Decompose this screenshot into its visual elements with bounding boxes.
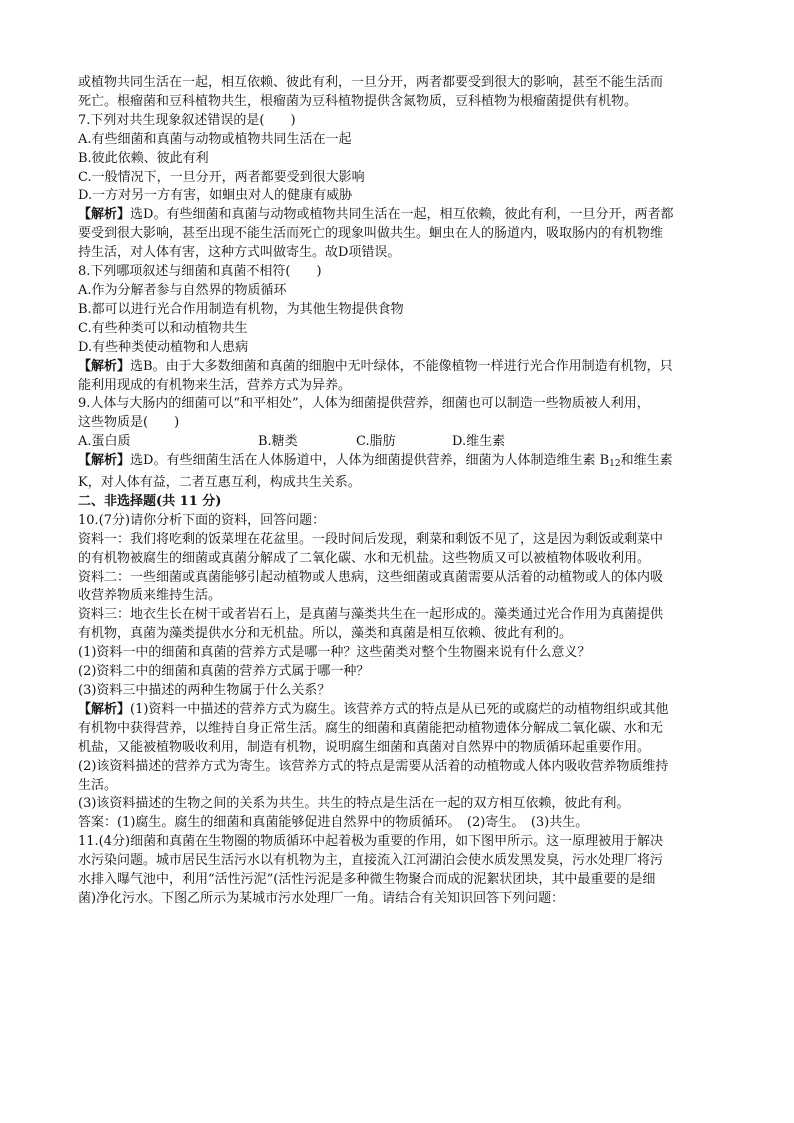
analysis-line: 持生活，对人体有害，这种方式叫做寄生。故D项错误。: [78, 245, 401, 261]
question-stem: 7.下列对共生现象叙述错误的是( ): [78, 112, 296, 128]
analysis-line: [78, 701, 720, 720]
analysis-line: [78, 452, 720, 474]
text-line: 死亡。根瘤菌和豆科植物共生，根瘤菌为豆科植物提供含氮物质，豆科植物为根瘤菌提供有机物。: [78, 93, 638, 109]
material-line: 资料二：一些细菌或真菌能够引起动植物或人患病，这些细菌或真菌需要从活着的动植物或人的体内吸: [78, 569, 664, 585]
analysis-line: 机盐，又能被植物吸收利用，制造有机物，说明腐生细菌和真菌对自然界中的物质循环起重要作用。: [78, 739, 651, 755]
analysis-tag: 【解析】: [78, 701, 131, 717]
material-line: 资料一：我们将吃剩的饭菜埋在花盆里。一段时间后发现，剩菜和剩饭不见了，这是因为剩饭或剩菜中: [78, 531, 664, 547]
analysis-line: 要受到很大影响，甚至出现不能生活而死亡的现象叫做共生。蛔虫在人的肠道内，吸取肠内的有机物维: [78, 226, 664, 242]
analysis-line: K，对人体有益，二者互惠互利，构成共生关系。: [78, 475, 361, 491]
option-a: A.蛋白质: [78, 434, 131, 450]
subscript: 12: [609, 459, 621, 470]
question-11: [78, 833, 720, 909]
analysis-text: 选D。有些细菌生活在人体肠道中，人体为细菌提供营养，细菌为人体制造维生素 B: [130, 453, 610, 469]
analysis-tag: 【解析】: [78, 207, 131, 223]
option-b: B.糖类: [258, 434, 298, 450]
option-c: C.脂肪: [356, 434, 396, 450]
material-line: 资料三：地衣生长在树干或者岩石上，是真菌与藻类共生在一起形成的。藻类通过光合作用为真菌提供: [78, 607, 664, 623]
answer-line: 答案：(1)腐生。腐生的细菌和真菌能够促进自然界中的物质循环。 (2)寄生。 (3)共生。: [78, 815, 589, 831]
analysis-line: [78, 206, 720, 225]
option-d: D.一方对另一方有害，如蛔虫对人的健康有威胁: [78, 188, 353, 204]
question-9: [78, 395, 720, 493]
option-c: C.一般情况下，一旦分开，两者都要受到很大影响: [78, 169, 365, 185]
analysis-text: 选B。由于大多数细菌和真菌的细胞中无叶绿体，不能像植物一样进行光合作用制造有机物，只: [130, 358, 673, 374]
question-7: [78, 112, 720, 263]
text-line: 或植物共同生活在一起，相互依赖、彼此有利，一旦分开，两者都要受到很大的影响，甚至不能生活而: [78, 75, 664, 90]
material-line: 的有机物被腐生的细菌或真菌分解成了二氧化碳、水和无机盐。这些物质又可以被植物体吸收利用。: [78, 550, 651, 566]
option-a: A.有些细菌和真菌与动物或植物共同生活在一起: [78, 131, 352, 147]
analysis-line: (3)该资料描述的生物之间的关系为共生。共生的特点是生活在一起的双方相互依赖，彼此有利。: [78, 796, 630, 812]
question-stem: 10.(7分)请你分析下面的资料，回答问题：: [78, 512, 326, 528]
question-stem: 8.下列哪项叙述与细菌和真菌不相符( ): [78, 264, 322, 280]
analysis-text: 选D。有些细菌和真菌与动物或植物共同生活在一起，相互依赖，彼此有利，一旦分开，两者都: [130, 207, 674, 223]
analysis-line: [78, 358, 720, 377]
analysis-line: 生活。: [78, 777, 118, 793]
option-a: A.作为分解者参与自然界的物质循环: [78, 282, 287, 298]
question-stem: 这些物质是( ): [78, 415, 180, 431]
analysis-line: 有机物中获得营养，以维持自身正常生活。腐生的细菌和真菌能把动植物遗体分解成二氧化碳、水和无: [78, 720, 664, 736]
option-b: B.都可以进行光合作用制造有机物，为其他生物提供食物: [78, 301, 404, 317]
sub-question: (1)资料一中的细菌和真菌的营养方式是哪一种？这些菌类对整个生物圈来说有什么意义？: [78, 645, 591, 661]
sub-question: (2)资料二中的细菌和真菌的营养方式属于哪一种？: [78, 664, 370, 680]
option-b: B.彼此依赖、彼此有利: [78, 150, 209, 166]
question-stem: 菌)净化污水。下图乙所示为某城市污水处理厂一角。请结合有关知识回答下列问题：: [78, 890, 565, 906]
analysis-tag: 【解析】: [78, 453, 131, 469]
question-10: [78, 512, 720, 833]
sub-question: (3)资料三中描述的两种生物属于什么关系？: [78, 683, 331, 698]
analysis-tag: 【解析】: [78, 358, 131, 374]
question-8: [78, 263, 720, 395]
intro-paragraph: [78, 74, 720, 112]
question-stem: 11.(4分)细菌和真菌在生物圈的物质循环中起着极为重要的作用，如下图甲所示。这一原理被用于解决: [78, 834, 664, 850]
material-line: 有机物，真菌为藻类提供水分和无机盐。所以，藻类和真菌是相互依赖、彼此有利的。: [78, 626, 573, 642]
option-c: C.有些种类可以和动植物共生: [78, 320, 248, 336]
analysis-line: (2)该资料描述的营养方式为寄生。该营养方式的特点是需要从活着的动植物或人体内吸收营养物质维持: [78, 758, 669, 774]
options-row: [78, 433, 720, 452]
section-title: 二、非选择题(共 11 分): [78, 493, 222, 509]
analysis-line: 能利用现成的有机物来生活，营养方式为异养。: [78, 377, 352, 393]
option-d: D.维生素: [452, 434, 506, 450]
question-stem: 9.人体与大肠内的细菌可以“和平相处”，人体为细菌提供营养，细菌也可以制造一些物质被人利用，: [78, 396, 650, 412]
option-d: D.有些种类使动植物和人患病: [78, 339, 249, 355]
analysis-text: 和维生素: [620, 453, 673, 469]
analysis-text: (1)资料一中描述的营养方式为腐生。该营养方式的特点是从已死的或腐烂的动植物组织或其他: [130, 701, 669, 717]
question-stem: 水排入曝气池中，利用“活性污泥”(活性污泥是多种微生物聚合而成的泥絮状团块，其中最重要的是细: [78, 872, 656, 888]
question-stem: 水污染问题。城市居民生活污水以有机物为主，直接流入江河湖泊会使水质发黑发臭，污水处理厂将污: [78, 853, 664, 869]
material-line: 收营养物质来维持生活。: [78, 588, 222, 604]
document-page: [78, 74, 720, 909]
